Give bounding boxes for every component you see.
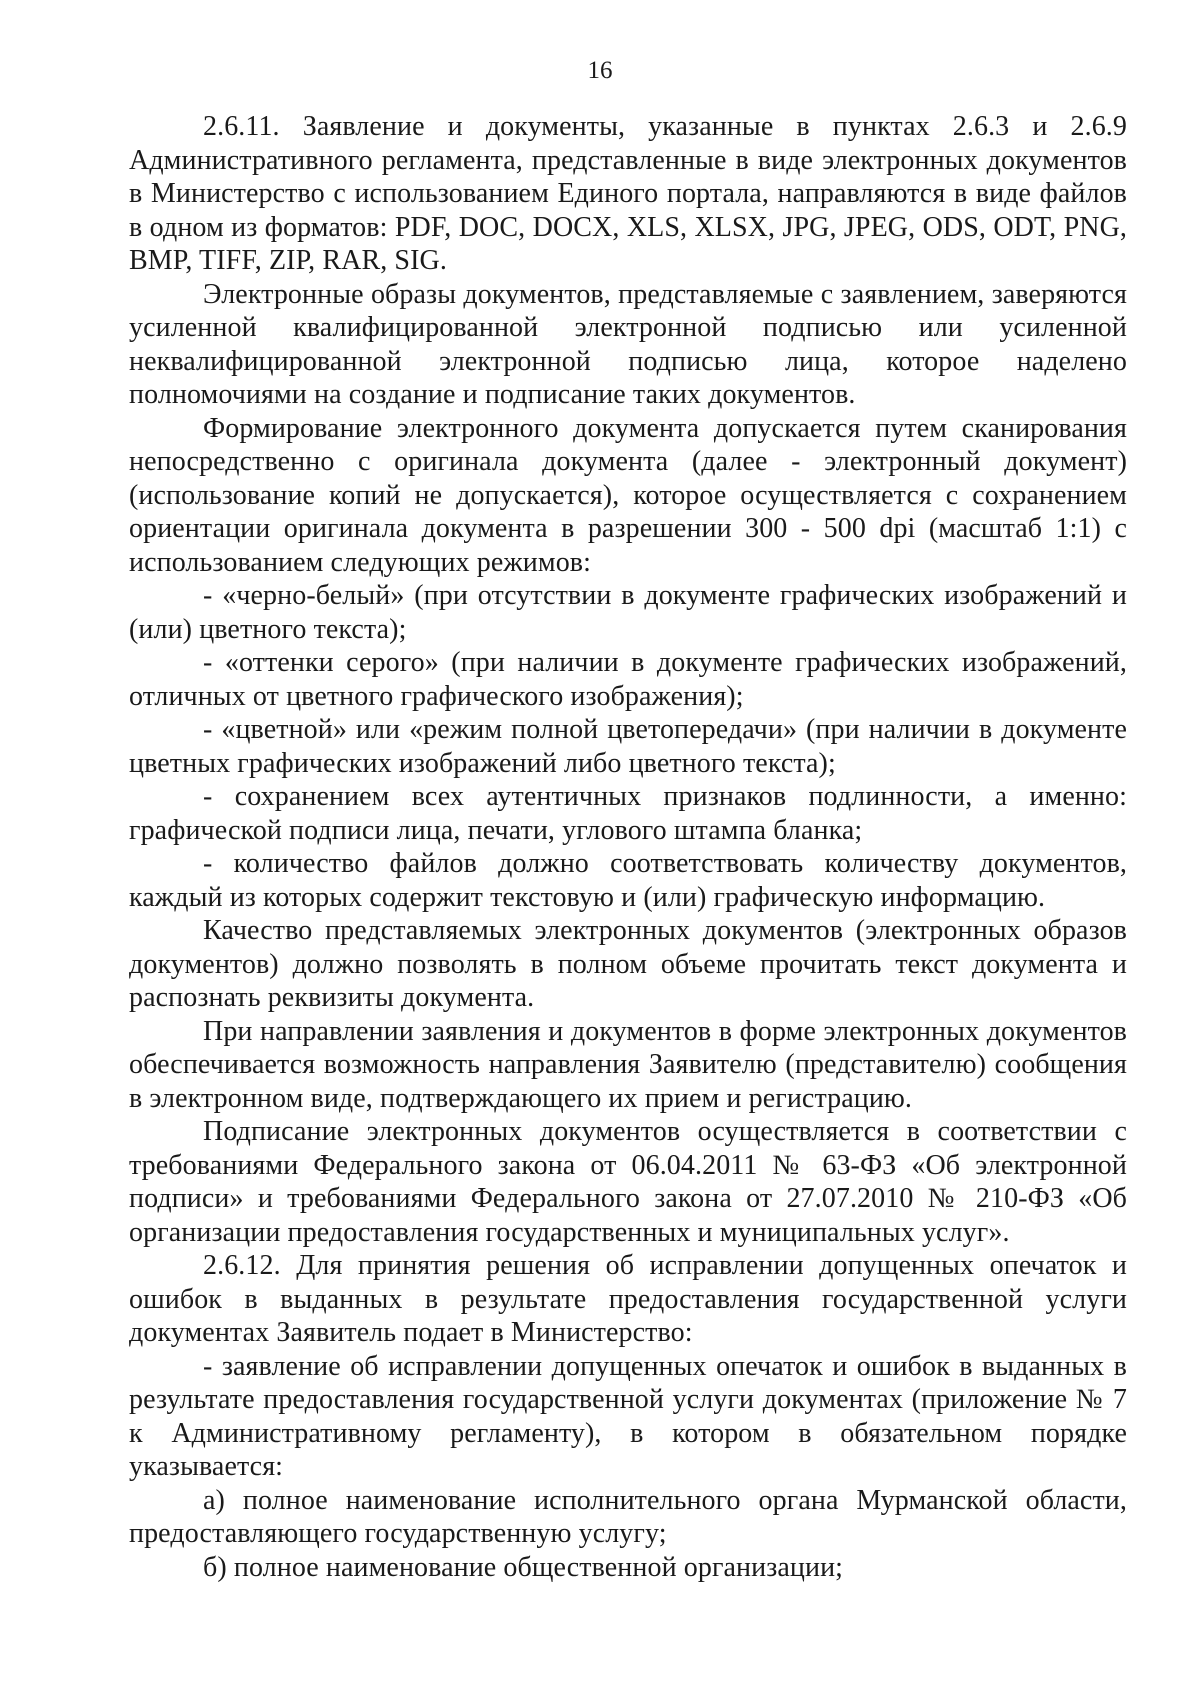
paragraph-electronic-images: Электронные образы документов, представляемые с заявлением, заверяются усиленной квалифицированной электронной подписью или усиленной неквалифицированной электронной подписью лица, которое наделено полномочиями на создание и подписание таких документов. (129, 278, 1127, 410)
paragraph-scanning: Формирование электронного документа допускается путем сканирования непосредственно с оригинала документа (далее - электронный документ) (использование копий не допускается), которое осуществляется с сохранением ориентации оригинала документа в разрешении 300 - 500 dpi (масштаб 1:1) с использованием следующих режимов: (129, 412, 1127, 578)
list-item-authenticity: - сохранением всех аутентичных признаков подлинности, а именно: графической подписи лица, печати, углового штампа бланка; (129, 781, 1127, 846)
paragraph-signing: Подписание электронных документов осуществляется в соответствии с требованиями Федерального закона от 06.04.2011 № 63-ФЗ «Об электронной подписи» и требованиями Федерального закона от 27.07.2010 № 210-ФЗ «Об организации предоставления государственных и муниципальных услуг». (129, 1116, 1127, 1248)
list-item-black-white: - «черно-белый» (при отсутствии в документе графических изображений и (или) цветного текста); (129, 580, 1127, 645)
paragraph-2-6-11: 2.6.11. Заявление и документы, указанные в пунктах 2.6.3 и 2.6.9 Административного регламента, представленные в виде электронных документов в Министерство с использованием Единого портала, направляются в виде файлов в одном из форматов: PDF, DOC, DOCX, XLS, XLSX, JPG, JPEG, ODS, ODT, PNG, BMP, TIFF, ZIP, RAR, SIG. (129, 111, 1127, 276)
document-body (129, 110, 1127, 1584)
list-item-color: - «цветной» или «режим полной цветопередачи» (при наличии в документе цветных графических изображений либо цветного текста); (129, 714, 1127, 779)
list-item-correction-request: - заявление об исправлении допущенных опечаток и ошибок в выданных в результате предоставления государственной услуги документах (приложение № 7 к Административному регламенту), в котором в обязательном порядке указывается: (129, 1350, 1127, 1482)
page-number: 16 (587, 57, 613, 84)
list-item-file-count: - количество файлов должно соответствовать количеству документов, каждый из которых содержит текстовую и (или) графическую информацию. (129, 848, 1127, 913)
paragraph-submission: При направлении заявления и документов в форме электронных документов обеспечивается возможность направления Заявителю (представителю) сообщения в электронном виде, подтверждающего их прием и регистрацию. (129, 1015, 1127, 1114)
list-item-b: б) полное наименование общественной организации; (203, 1551, 844, 1583)
list-item-grayscale: - «оттенки серого» (при наличии в документе графических изображений, отличных от цветного графического изображения); (129, 647, 1127, 712)
paragraph-2-6-12: 2.6.12. Для принятия решения об исправлении допущенных опечаток и ошибок в выданных в результате предоставления государственной услуги документах Заявитель подает в Министерство: (129, 1250, 1127, 1348)
list-item-a: а) полное наименование исполнительного органа Мурманской области, предоставляющего государственную услугу; (129, 1484, 1127, 1549)
paragraph-quality: Качество представляемых электронных документов (электронных образов документов) должно позволять в полном объеме прочитать текст документа и распознать реквизиты документа. (129, 915, 1127, 1013)
